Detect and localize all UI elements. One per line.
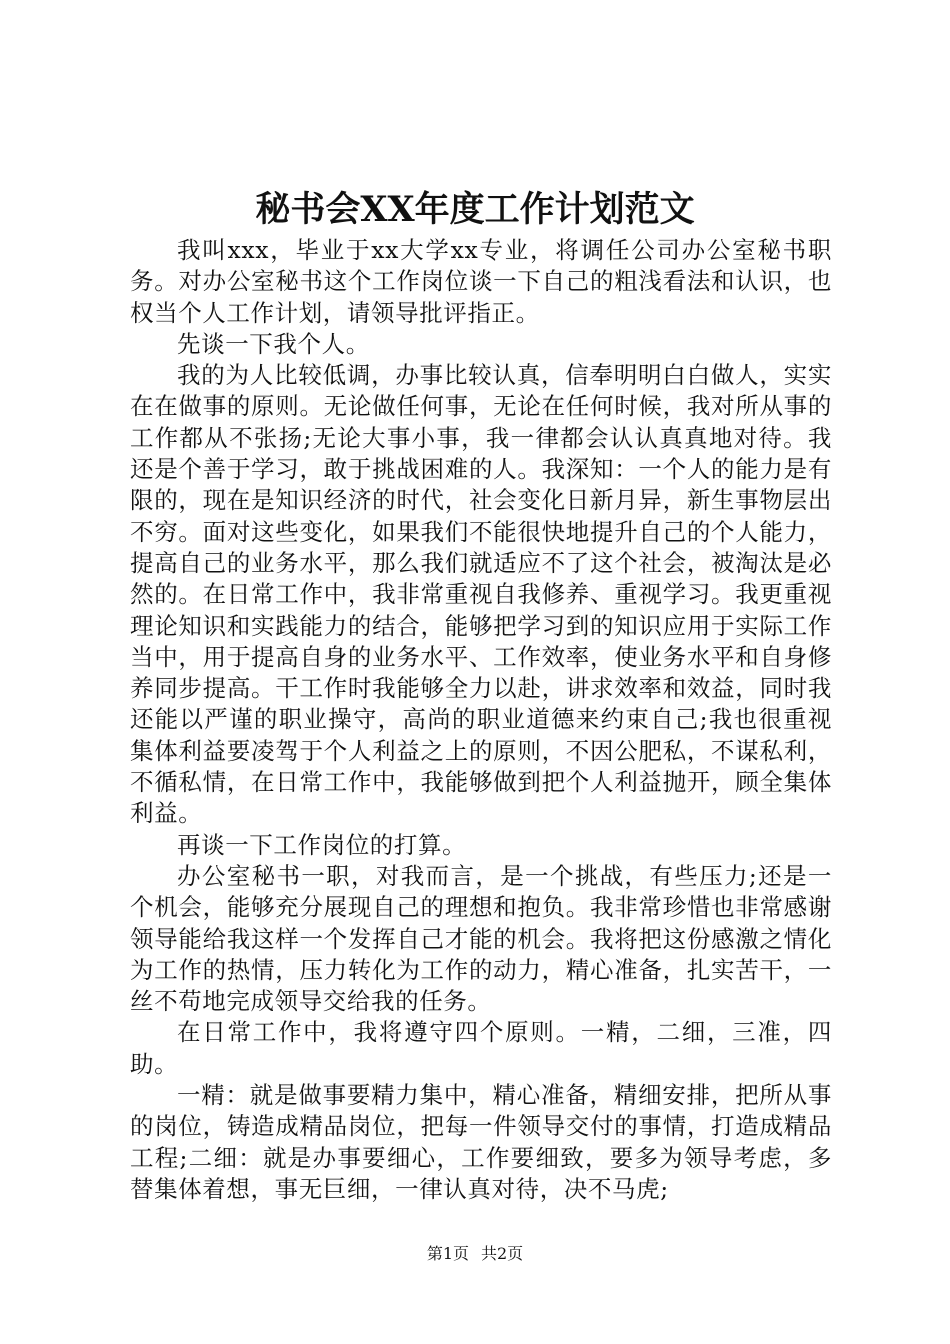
paragraph-job-plan: 办公室秘书一职，对我而言，是一个挑战，有些压力;还是一个机会，能够充分展现自己的理想和抱负。我非常珍惜也非常感谢领导能给我这样一个发挥自己才能的机会。我将把这份感激之情化为工作的热情，压力转化为工作的动力，精心准备，扎实苦干，一丝不苟地完成领导交给我的任务。 — [130, 861, 832, 1016]
paragraph-intro: 我叫xxx，毕业于xx大学xx专业，将调任公司办公室秘书职务。对办公室秘书这个工作岗位谈一下自己的粗浅看法和认识，也权当个人工作计划，请领导批评指正。 — [130, 236, 832, 327]
page-total: 共2页 — [481, 1244, 524, 1263]
paragraph-principles: 在日常工作中，我将遵守四个原则。一精，二细，三准，四助。 — [130, 1018, 832, 1078]
document-body — [130, 235, 832, 1205]
paragraph-about-me: 我的为人比较低调，办事比较认真，信奉明明白白做人，实实在在做事的原则。无论做任何事，无论在任何时候，我对所从事的工作都从不张扬;无论大事小事，我一律都会认认真真地对待。我还是个善于学习，敢于挑战困难的人。我深知：一个人的能力是有限的，现在是知识经济的时代，社会变化日新月异，新生事物层出不穷。面对这些变化，如果我们不能很快地提升自己的个人能力，提高自己的业务水平，那么我们就适应不了这个社会，被淘汰是必然的。在日常工作中，我非常重视自我修养、重视学习。我更重视理论知识和实践能力的结合，能够把学习到的知识应用于实际工作当中，用于提高自身的业务水平、工作效率，使业务水平和自身修养同步提高。干工作时我能够全力以赴，讲求效率和效益，同时我还能以严谨的职业操守，高尚的职业道德来约束自己;我也很重视集体利益要凌驾于个人利益之上的原则，不因公肥私，不谋私利，不循私情，在日常工作中，我能够做到把个人利益抛开，顾全集体利益。 — [130, 361, 832, 828]
paragraph-about-me-heading: 先谈一下我个人。 — [177, 329, 370, 358]
page-footer — [0, 1243, 950, 1265]
paragraph-job-plan-heading: 再谈一下工作岗位的打算。 — [177, 830, 467, 859]
paragraph-principles-detail: 一精：就是做事要精力集中，精心准备，精细安排，把所从事的岗位，铸造成精品岗位，把每一件领导交付的事情，打造成精品工程;二细：就是办事要细心，工作要细致，要多为领导考虑，多替集体着想，事无巨细，一律认真对待，决不马虎; — [130, 1081, 832, 1203]
page-number: 第1页 — [426, 1244, 469, 1263]
document-title: 秘书会XX年度工作计划范文 — [255, 189, 695, 230]
